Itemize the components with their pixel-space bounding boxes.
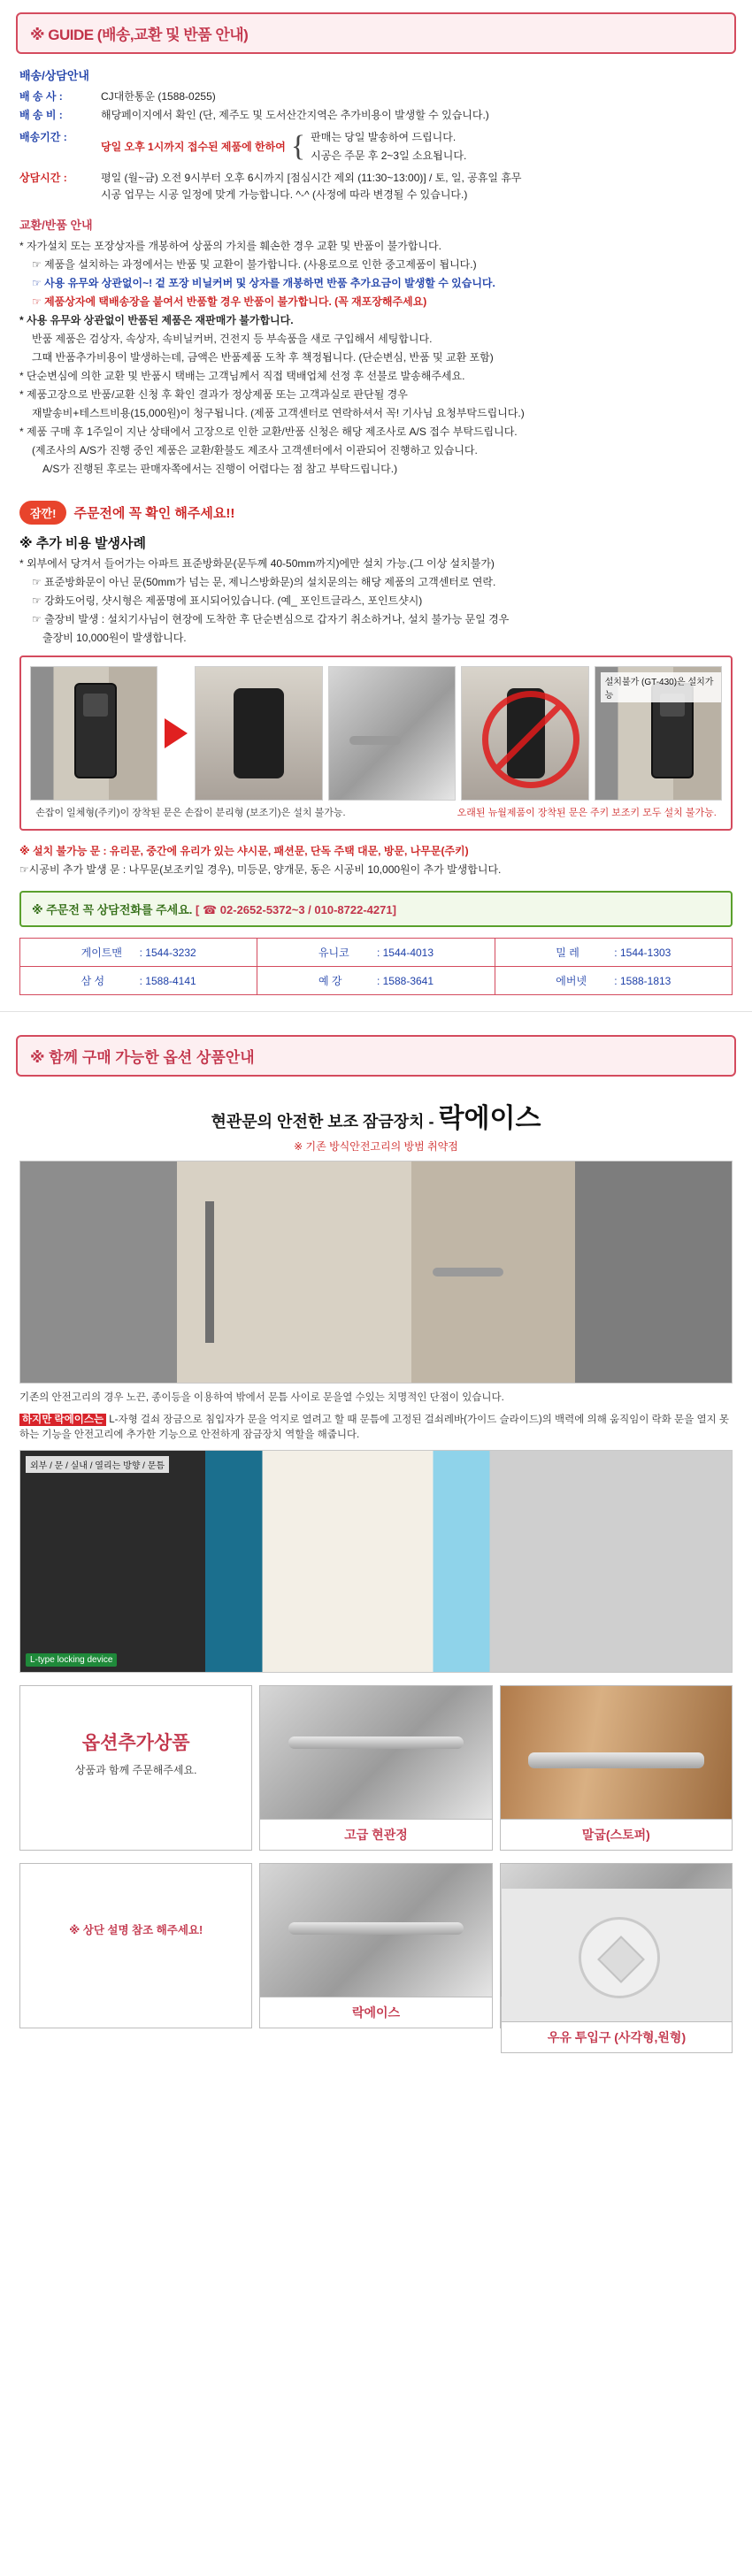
shipping-period-sale: 판매는 당일 발송하여 드립니다. (311, 131, 457, 143)
exchange-line: (제조사의 A/S가 진행 중인 제품은 교환/환불도 제조사 고객센터에서 이관되어 진행하고 있습니다. (32, 444, 478, 456)
warning-line-2: ☞시공비 추가 발생 문 : 나무문(보조키일 경우), 미등문, 양개문, 동은 시공비 10,000원이 추가 발생합니다. (19, 863, 502, 876)
exchange-heading: 교환/반품 안내 (19, 218, 93, 232)
lockace-image-label: L-type locking device (26, 1653, 117, 1667)
option-section-title: ※ 함께 구매 가능한 옵션 상품안내 (16, 1035, 736, 1077)
extra-line: * 외부에서 당겨서 들어가는 아파트 표준방화문(문두께 40-50mm까지)에만 설치 가능.(그 이상 설치불가) (19, 557, 495, 570)
prohibited-icon (482, 691, 579, 788)
photo-caption-left: 손잡이 일체형(주키)이 장착된 문은 손잡이 분리형 (보조기)은 설치 불가능. (35, 808, 346, 818)
lockace-diagram-labels: 외부 / 문 / 실내 / 열리는 방향 / 문틈 (26, 1456, 169, 1473)
photo-door-gap-demo (19, 1161, 733, 1384)
install-examples-photo-box (19, 656, 733, 831)
attention-banner (19, 501, 733, 525)
warning-line-1: ※ 설치 불가능 문 : 유리문, 중간에 유리가 있는 샤시문, 패션문, 단독 주택 대문, 방문, 나무문(주키) (19, 845, 469, 857)
photo-handle-separated (328, 666, 456, 801)
table-row (20, 939, 733, 967)
option-product-grid-top (19, 1685, 733, 1851)
table-row (20, 967, 733, 995)
option-heading (0, 1096, 752, 1135)
brand-name: 유니코 (318, 947, 349, 959)
extra-line: ☞ 표준방화문이 아닌 문(50mm가 넘는 문, 제니스방화문)의 설치문의는 해당 제품의 고객센터로 연락. (32, 576, 496, 588)
option-card-label: 우유 투입구 (사각형,원형) (502, 2021, 732, 2052)
promo-subtitle: 상품과 함께 주문해주세요. (74, 1763, 197, 1776)
extra-line: 출장비 10,000원이 발생합니다. (42, 632, 187, 644)
consult-label: 상담시간 : (19, 172, 67, 184)
exchange-line: * 제품 구매 후 1주일이 지난 상태에서 고장으로 인한 교환/반품 신청은 해당 제조사로 A/S 접수 부탁드립니다. (19, 426, 518, 438)
extra-cost-title: ※ 추가 비용 발생사례 (19, 536, 147, 551)
brand-cell: 삼 성 : 1588-4141 (20, 967, 257, 995)
photo-tag-right: 설치불가 (GT-430)은 설치가능 (601, 672, 721, 702)
exchange-line: 그때 반품추가비용이 발생하는데, 금액은 반품제품 도착 후 책정됩니다. (단순변심, 반품 및 교환 포함) (32, 351, 494, 364)
exchange-line: * 자가설치 또는 포장상자를 개봉하여 상품의 가치를 훼손한 경우 교환 및 반품이 불가합니다. (19, 240, 441, 252)
option-card-milkbox[interactable] (501, 1888, 733, 2053)
promo-title: 옵션추가상품 (81, 1732, 190, 1753)
brand-name: 삼 성 (81, 975, 105, 987)
shipping-fee-value: 해당페이지에서 확인 (단, 제주도 및 도서산간지역은 추가비용이 발생할 수 있습니다.) (101, 109, 489, 121)
lockace-caption-text: L-자형 걸쇠 장금으로 침입자가 문을 억지로 열려고 할 때 문틈에 고정된 걸쇠레바(가이드 슬라이드)의 백력에 의해 움직임이 락화 문을 열지 못하는 기능을 안전고리에 추가한 기능으로 안전하게 잠금장치 역할을 해줍니다. (19, 1414, 729, 1440)
photo-lockace-diagram (19, 1450, 733, 1673)
consult-call-notice (19, 891, 733, 927)
shipping-company-row (19, 88, 733, 105)
brand-name: 예 강 (318, 975, 342, 987)
exchange-line: 반품 제품은 검상자, 속상자, 속비닐커버, 건전지 등 부속품을 새로 구입해서 세팅합니다. (32, 333, 433, 345)
option-card-lockace[interactable] (259, 1863, 492, 2028)
brand-name: 밀 레 (556, 947, 579, 959)
photo-gt430 (595, 666, 722, 801)
attention-badge: 잠깐! (19, 501, 66, 525)
consult-row (19, 170, 733, 203)
photo-old-newwall-lock (461, 666, 588, 801)
shipping-period-label: 배송기간 : (19, 131, 67, 143)
shipping-heading: 배송/상담안내 (19, 69, 89, 82)
brand-number: 1588-1813 (619, 975, 671, 987)
option-card-label: 고급 현관정 (260, 1819, 491, 1850)
brand-cell: 에버넷 : 1588-1813 (495, 967, 732, 995)
exchange-line: * 제품고장으로 반품/교환 신청 후 확인 결과가 정상제품 또는 고객과실로 판단될 경우 (19, 388, 408, 401)
brace-icon: { (290, 130, 306, 163)
door-gap-caption: 기존의 안전고리의 경우 노끈, 종이등을 이용하여 밖에서 문틈 사이로 문을열 수있는 치명적인 단점이 있습니다. (19, 1392, 504, 1403)
brand-number: 1544-4013 (382, 947, 434, 959)
shipping-fee-row (19, 107, 733, 124)
exchange-line: ☞ 제품을 설치하는 과정에서는 반품 및 교환이 불가합니다. (사용로으로 인한 중고제품이 됩니다.) (32, 258, 477, 271)
extra-line: ☞ 강화도어링, 샷시형은 제품명에 표시되어있습니다. (예_ 포인트글라스, 포인트샷시) (32, 594, 423, 607)
attention-text: 주문전에 꼭 확인 해주세요!! (73, 506, 235, 521)
guide-section-title: ※ GUIDE (배송,교환 및 반품 안내) (16, 12, 736, 54)
option-card-stopper[interactable] (500, 1685, 733, 1851)
photo-row (30, 666, 722, 801)
option-card-lever-handle[interactable] (259, 1685, 492, 1851)
option-card-label: 말굽(스토퍼) (501, 1819, 732, 1850)
exchange-line: A/S가 진행된 후로는 판매자쪽에서는 진행이 어렵다는 점 참고 부탁드립니다.) (42, 463, 398, 475)
option-note-card[interactable] (19, 1863, 252, 2028)
photo-digital-lock (195, 666, 322, 801)
option-promo-card[interactable] (19, 1685, 252, 1851)
option-milkbox-wrap (501, 1888, 733, 2053)
option-card-label: 락에이스 (260, 1997, 491, 2028)
exchange-line: ☞ 제품상자에 택배송장을 붙여서 반품할 경우 반품이 불가합니다. (꼭 재포장해주세요) (32, 295, 427, 308)
exchange-line: ☞ 사용 유무와 상관없이~! 겉 포장 비닐커버 및 상자를 개봉하면 반품 추가요금이 발생할 수 있습니다. (32, 277, 495, 289)
promo-note: ※ 상단 설명 참조 해주세요! (69, 1924, 203, 1936)
consult-call-phone: [ ☎ 02-2652-5372~3 / 010-8722-4271] (196, 903, 396, 916)
brand-cell: 예 강 : 1588-3641 (257, 967, 495, 995)
option-heading-text: 현관문의 안전한 보조 잠금장치 - (211, 1113, 434, 1131)
brand-cell: 유니코 : 1544-4013 (257, 939, 495, 967)
photo-door-integrated (30, 666, 157, 801)
section-divider (0, 1011, 752, 1012)
brand-number: 1588-3641 (382, 975, 434, 987)
exchange-line: 재발송비+테스트비용(15,000원)이 청구됩니다. (제품 고객센터로 연락하셔서 꼭! 기사님 요청부탁드립니다.) (32, 407, 525, 419)
brand-cell: 게이트맨 : 1544-3232 (20, 939, 257, 967)
photo-caption-right: 오래된 뉴월제품이 장착된 문은 주키 보조키 모두 설치 불가능. (457, 808, 717, 818)
exchange-line: * 사용 유무와 상관없이 반품된 제품은 재판매가 불가합니다. (19, 314, 294, 326)
shipping-company-label: 배 송 사 : (19, 90, 63, 103)
brand-cell: 밀 레 : 1544-1303 (495, 939, 732, 967)
shipping-info-block (19, 66, 733, 478)
lockace-caption-highlight: 하지만 락에이스는 (19, 1414, 106, 1426)
install-warnings (19, 843, 733, 878)
brand-number: 1544-1303 (619, 947, 671, 959)
arrow-right-icon (165, 718, 188, 748)
shipping-period-row (19, 129, 733, 165)
consult-schedule: 시공 업무는 시공 일정에 맞게 가능합니다. ^-^ (사정에 따라 변경될 수 있습니다.) (101, 188, 468, 201)
shipping-period-install: 시공은 주문 후 2~3일 소요됩니다. (311, 150, 467, 162)
option-subheading: ※ 기존 방식안전고리의 방범 취약점 (294, 1140, 458, 1153)
consult-call-text: ※ 주문전 꼭 상담전화를 주세요. (32, 903, 193, 916)
extra-line: ☞ 출장비 발생 : 설치기사님이 현장에 도착한 후 단순변심으로 갑자기 취소하거나, 설치 불가능 문일 경우 (32, 613, 510, 625)
brand-number: 1588-4141 (145, 975, 196, 987)
extra-cost-lines (19, 556, 733, 647)
brand-phone-table (19, 938, 733, 995)
brand-name: 게이트맨 (81, 947, 122, 959)
exchange-line: * 단순변심에 의한 교환 및 반품시 택배는 고객님께서 직접 택배업체 선정 후 선불로 발송해주세요. (19, 370, 465, 382)
shipping-fee-label: 배 송 비 : (19, 109, 63, 121)
shipping-company-value: CJ대한통운 (1588-0255) (101, 90, 216, 103)
brand-name: 에버넷 (556, 975, 587, 987)
brand-number: 1544-3232 (145, 947, 196, 959)
lockace-caption (19, 1413, 733, 1443)
consult-hours: 평일 (월~금) 오전 9시부터 오후 6시까지 [점심시간 제외 (11:30~13:00)] / 토, 일, 공휴일 휴무 (101, 172, 522, 184)
shipping-period-condition: 당일 오후 1시까지 접수된 제품에 한하여 (101, 140, 286, 153)
option-brand-name: 락에이스 (438, 1104, 541, 1133)
